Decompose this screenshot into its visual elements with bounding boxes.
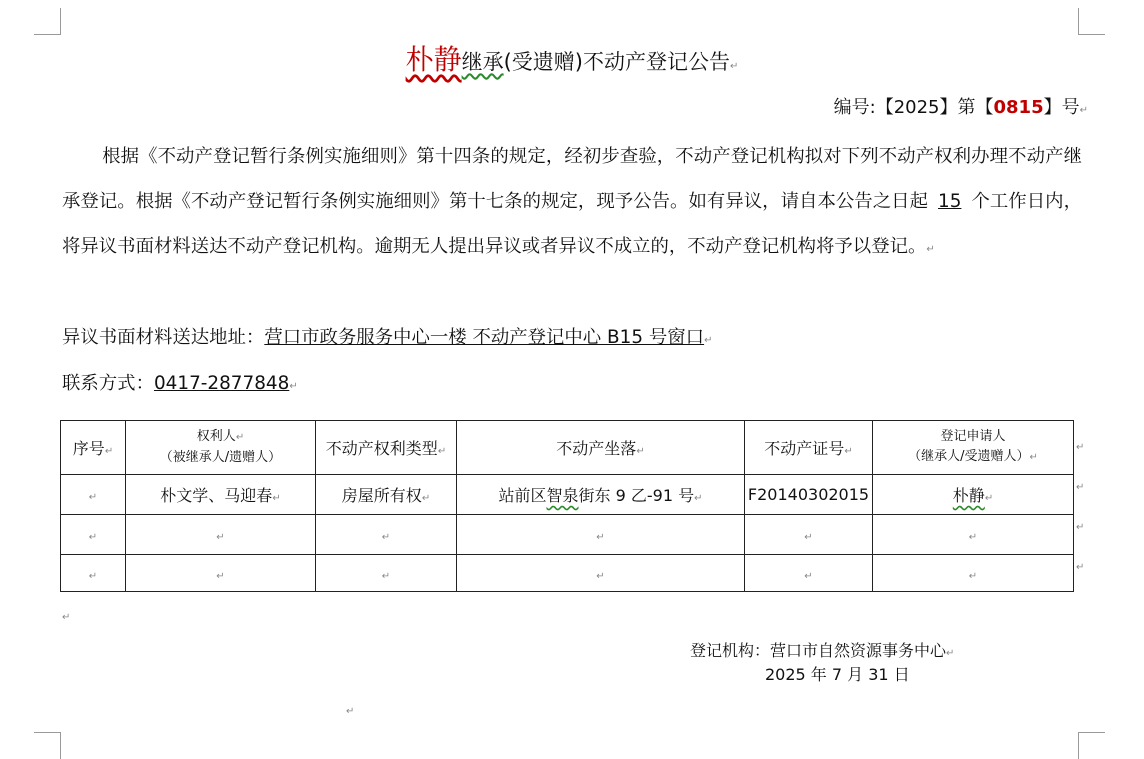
- page-title: [0, 38, 1144, 78]
- contact-info: [62, 369, 298, 395]
- table-row: [61, 475, 1074, 515]
- paragraph-mark-icon: ↵: [62, 612, 71, 623]
- table-row: [61, 555, 1074, 592]
- paragraph-mark-icon: ↵: [346, 706, 355, 717]
- objection-address: [62, 323, 712, 349]
- cell-empty: ↵: [873, 515, 1074, 555]
- docno-number: 0815: [993, 97, 1044, 118]
- cell-empty: ↵: [61, 515, 126, 555]
- cell-empty: ↵: [745, 515, 873, 555]
- cell-empty: ↵: [316, 555, 457, 592]
- table-header-row: [61, 421, 1074, 475]
- announcement-body: [62, 134, 1082, 272]
- announcement-date: 2025 年 7 月 31 日: [765, 665, 910, 684]
- docno-prefix: 编号:【2025】第【: [833, 97, 994, 118]
- table-row: [61, 515, 1074, 555]
- cell-cert-no: F20140302015: [745, 475, 873, 515]
- contact-label: 联系方式：: [62, 373, 154, 394]
- contact-value: 0417-2877848: [153, 373, 290, 394]
- cell-empty: ↵: [745, 555, 873, 592]
- paragraph-mark-icon: ↵: [704, 335, 713, 346]
- crop-mark-bottom-right: [1078, 732, 1105, 759]
- docno-suffix: 】号: [1043, 97, 1080, 118]
- row-end-mark-icon: ↵: [1076, 562, 1085, 573]
- paragraph-mark-icon: ↵: [730, 61, 739, 72]
- cell-empty: ↵: [61, 555, 126, 592]
- address-value: 营口市政务服务中心一楼 不动产登记中心 B15 号窗口: [264, 327, 705, 348]
- cell-empty: ↵: [873, 555, 1074, 592]
- cell-location: 站前区智泉街东 9 乙-91 号↵: [457, 475, 745, 515]
- crop-mark-top-right: [1078, 8, 1105, 35]
- document-number: [834, 93, 1088, 119]
- cell-empty: ↵: [126, 555, 316, 592]
- title-part1: 继承: [461, 50, 504, 74]
- paragraph-mark-icon: ↵: [1079, 105, 1088, 116]
- crop-mark-top-left: [34, 8, 61, 35]
- cell-seq: ↵: [61, 475, 126, 515]
- body-part2: 个工作日内，将异议书面材料送达不动产登记机构。逾期无人提出异议或者异议不成立的，不动产登记机构将予以登记。: [62, 191, 1082, 257]
- header-location: 不动产坐落↵: [457, 421, 745, 475]
- cell-empty: ↵: [457, 515, 745, 555]
- cell-empty: ↵: [457, 555, 745, 592]
- crop-mark-bottom-left: [34, 732, 61, 759]
- cell-holder: 朴文学、马迎春↵: [126, 475, 316, 515]
- property-table: [60, 420, 1074, 592]
- header-applicant: 登记申请人 （继承人/受遗赠人）↵: [873, 421, 1074, 475]
- registration-org: 登记机构：营口市自然资源事务中心↵: [690, 641, 955, 660]
- row-end-mark-icon: ↵: [1076, 442, 1085, 453]
- paragraph-mark-icon: ↵: [926, 244, 935, 255]
- paragraph-mark-icon: ↵: [289, 381, 298, 392]
- body-part1: 根据《不动产登记暂行条例实施细则》第十四条的规定，经初步查验，不动产登记机构拟对下列不动产权利办理不动产继承登记。根据《不动产登记暂行条例实施细则》第十七条的规定，现予公告。如有异议，请自本公告之日起: [62, 146, 1082, 212]
- cell-applicant: 朴静↵: [873, 475, 1074, 515]
- objection-days: 15: [938, 191, 962, 212]
- address-label: 异议书面材料送达地址：: [62, 327, 265, 348]
- title-name: 朴静: [405, 43, 462, 76]
- cell-right-type: 房屋所有权↵: [316, 475, 457, 515]
- header-seq: 序号↵: [61, 421, 126, 475]
- title-part2: (受遗赠)不动产登记公告: [503, 50, 730, 74]
- header-cert-no: 不动产证号↵: [745, 421, 873, 475]
- header-right-type: 不动产权利类型↵: [316, 421, 457, 475]
- cell-empty: ↵: [126, 515, 316, 555]
- row-end-mark-icon: ↵: [1076, 482, 1085, 493]
- header-holder: 权利人↵ （被继承人/遗赠人）: [126, 421, 316, 475]
- row-end-mark-icon: ↵: [1076, 522, 1085, 533]
- cell-empty: ↵: [316, 515, 457, 555]
